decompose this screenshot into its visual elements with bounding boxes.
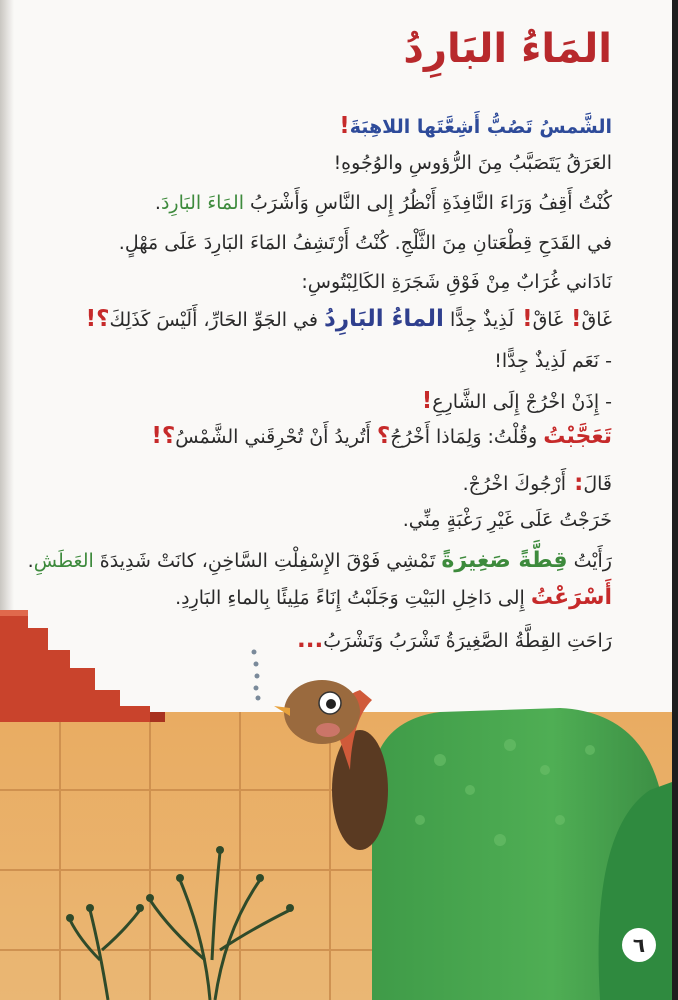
text-line-11: خَرَجْتُ عَلَى غَيْرِ رَغْبَةٍ مِنِّي.: [402, 509, 612, 531]
text-line-1: [339, 113, 612, 139]
thirst-word: العَطَشِ: [33, 550, 94, 572]
line6-text: لَذِيذٌ جِدًّا: [443, 309, 515, 331]
line9-punct: ؟!: [151, 423, 176, 449]
text-line-7: - نَعَم لَذِيذٌ جِدًّا!: [494, 350, 612, 372]
red-roof-steps: [0, 610, 165, 722]
crow-call-2: غَاقْ: [532, 309, 564, 331]
said-colon: :: [566, 470, 584, 496]
text-line-8: [422, 388, 612, 414]
small-cat-phrase: قِطَّةً صَغِيرَةً: [441, 548, 568, 573]
line6-punct: ؟!: [85, 306, 110, 332]
text-line-12: [28, 548, 612, 573]
line12-end: .: [27, 550, 34, 572]
page-number: ٦: [622, 928, 656, 962]
line6-rest: في الجَوِّ الحَارِّ، أَلَيْسَ كَذَلِكَ: [109, 309, 325, 331]
said-word: قَالَ: [583, 473, 612, 495]
text-line-2: العَرَقُ يَتَصَبَّبُ مِنَ الرُّؤوسِ والوُجُوهِ!: [333, 152, 612, 174]
line8-exclaim: !: [421, 388, 433, 414]
cold-water-phrase: الماءُ البَارِدُ: [324, 306, 444, 332]
surprised-word: تَعَجَّبْتُ: [543, 424, 612, 449]
text-line-10: [463, 470, 612, 496]
line12-text: تَمْشِي فَوْقَ الإِسْفِلْتِ السَّاخِنِ، كانَتْ شَدِيدَةَ: [93, 550, 442, 572]
line14-text: رَاحَتِ القِطَّةُ الصَّغِيرَةُ تَشْرَبُ وَتَشْرَبُ: [323, 630, 612, 652]
text-line-3: [155, 192, 612, 214]
text-line-6: [86, 306, 612, 332]
crow-exclaim-1: !: [563, 306, 582, 332]
speech-dots: [252, 650, 261, 701]
line3-end: .: [154, 192, 161, 214]
crow-exclaim-2: !: [514, 306, 533, 332]
line9-text: وقُلْتُ: وَلِمَاذا أَخْرُجُ: [390, 426, 544, 448]
hurried-word: أَسْرَعْتُ: [530, 585, 612, 610]
text-line-4: في القَدَحِ قِطْعَتانِ مِنَ الثَّلْجِ. كُنْتُ أَرْتَشِفُ المَاءَ البَارِدَ عَلَى مَهْلٍ.: [118, 232, 612, 254]
line1-exclaim: !: [339, 113, 350, 139]
line9-rest: أَتُريدُ أَنْ تُحْرِقَني الشَّمْسُ: [175, 426, 377, 448]
line10-text: أَرْجُوكَ اخْرُجْ.: [462, 473, 567, 495]
text-line-9: [151, 423, 612, 449]
line3-text: كُنْتُ أَقِفُ وَرَاءَ النَّافِذَةِ أَنْظُرُ إِلى النَّاسِ وَأَشْرَبُ: [243, 192, 612, 214]
line3-highlight: المَاءَ البَارِدَ: [160, 192, 244, 214]
story-title: المَاءُ البَارِدُ: [403, 26, 612, 72]
story-illustration: [0, 600, 672, 1000]
line13-text: إِلى دَاخِلِ البَيْتِ وَجَلَبْتُ إِنَاءً مَلِيئًا بِالماءِ البَارِدِ.: [175, 587, 531, 609]
line14-ellipsis: ...: [297, 627, 324, 653]
line12-start: رَأَيْتُ: [567, 550, 612, 572]
line9-question: ؟: [376, 423, 391, 449]
line1-text: الشَّمسُ تَصُبُّ أَشِعَّتَها اللاهِبَةَ: [349, 116, 612, 138]
crow-call-1: غَاقْ: [581, 309, 612, 331]
text-line-5: نَادَاني غُرَابٌ مِنْ فَوْقِ شَجَرَةِ الكَالِبْتُوسِ:: [301, 271, 612, 293]
line8-text: - إِذَنْ اخْرُجْ إِلَى الشَّارِعِ: [432, 391, 612, 413]
